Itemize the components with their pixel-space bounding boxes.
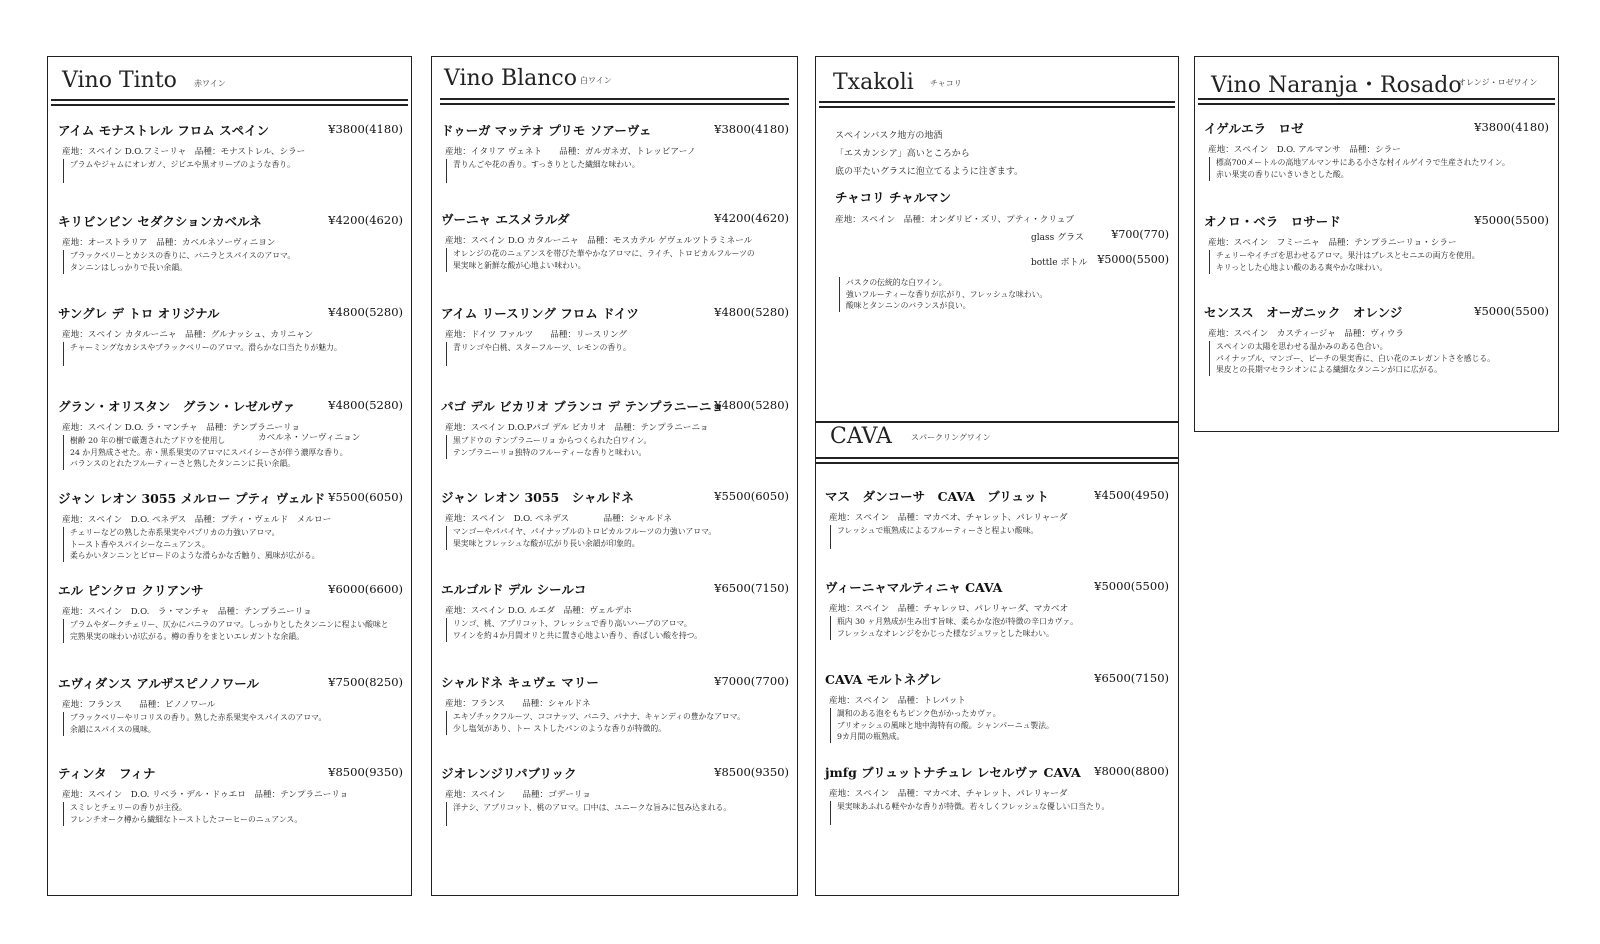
wine-price: ¥4200(4620) [328,213,403,227]
wine-description [446,159,640,183]
wine-price: ¥8500(9350) [328,765,403,779]
vino-tinto-subtitle: 赤ワイン [194,79,226,88]
wine-spec: 産地：オーストラリア 品種：カベルネソーヴィニヨン [62,238,276,248]
wine-description [446,802,731,826]
vino-naranja-rosado-panel [1194,56,1559,432]
vino-tinto-title: Vino Tinto [62,68,177,93]
header-rule [819,101,1175,103]
txakoli-description [839,277,1047,312]
wine-name: CAVA モルトネグレ [825,672,942,687]
wine-name: アイム リースリング フロム ドイツ [441,306,639,321]
header-rule [51,104,408,106]
desc-line: 9カ月間の瓶熟成。 [837,732,905,741]
wine-price: ¥5000(5500) [1474,304,1549,318]
wine-spec: 産地：ドイツ ファルツ 品種：リースリング [445,330,627,340]
wine-name: ジャン レオン 3055 メルロー プティ ヴェルド [58,491,326,506]
desc-line: 標高700メートルの高地アルマンサにある小さな村イルゲイラで生産されたワイン。 [1216,158,1510,167]
bottle-label: bottle ボトル [1031,258,1088,268]
wine-spec: 産地：スペイン D.O. ラ・マンチャ 品種：テンプラニーリョ [62,607,312,617]
wine-description [63,712,326,736]
intro-line: 「エスカンシア」高いところから [835,149,970,159]
vino-blanco-panel [431,56,798,896]
wine-spec-extra: カベルネ・ソーヴィニョン [258,433,361,443]
wine-name: ジオレンジリパブリック [441,766,577,781]
wine-description [446,526,716,550]
desc-line: ブラックベリーとカシスの香りに、バニラとスパイスのアロマ。 [70,251,296,260]
desc-line: チャーミングなカシスやブラックベリーのアロマ。滑らかな口当たりが魅力。 [70,343,342,352]
desc-line: チェリーなどの熟した赤系果実やパプリカの力強いアロマ。 [70,528,280,537]
wine-price: ¥8000(8800) [1094,764,1169,778]
desc-line: 樹齢 20 年の樹で厳選されたブドウを使用し [70,436,226,445]
desc-line: 瓶内 30 ヶ月熟成が生み出す旨味、柔らかな泡が特徴の辛口カヴァ。 [837,617,1078,626]
intro-line: スペインバスク地方の地酒 [835,131,943,141]
desc-line: 余韻にスパイスの風味。 [70,724,156,734]
wine-description [446,435,651,459]
wine-name: イゲルエラ ロゼ [1204,121,1304,136]
vino-tinto-panel [47,56,412,896]
wine-price: ¥6500(7150) [714,581,789,595]
desc-line: パイナップル、マンゴー、ピーチの果実香に、白い花のエレガントさを感じる。 [1216,353,1495,363]
wine-description [63,802,302,826]
desc-line: 柔らかいタンニンとビロードのような滑らかな舌触り、風味が広がる。 [70,551,320,560]
desc-line: スペインの太陽を思わせる温かみのある色合い。 [1216,342,1388,351]
wine-price: ¥7000(7700) [714,674,789,688]
wine-spec: 産地：フランス 品種：ピノノワール [62,700,216,710]
wine-description [1209,250,1480,274]
desc-line: チェリーやイチゴを思わせるアロマ。果汁はブレスとセニエの両方を使用。 [1216,251,1480,260]
desc-line: 強いフルーティーな香りが広がり、フレッシュな味わい。 [846,289,1048,299]
wine-name: ヴィーニャマルティニャ CAVA [825,580,1003,595]
desc-line: オレンジの花のニュアンスを帯びた華やかなアロマに、ライチ、トロピカルフルーツの [453,249,755,258]
desc-line: スミレとチェリーの香りが主役。 [70,803,187,812]
txakoli-cava-panel [815,56,1179,896]
wine-name: ヴーニャ エスメラルダ [441,212,570,227]
wine-description [830,616,1078,640]
wine-spec: 産地：スペイン カタルーニャ 品種：グルナッシュ、カリニャン [62,330,314,340]
desc-line: リンゴ、桃、アプリコット、フレッシュで香り高いハーブのアロマ。 [453,619,692,628]
wine-price: ¥3800(4180) [1474,120,1549,134]
desc-line: 洋ナシ、アプリコット、桃のアロマ。口中は、ユニークな旨みに包み込まれる。 [453,803,732,812]
wine-description [63,619,389,643]
desc-line: 調和のある泡をもちピンク色がかったカヴァ。 [837,709,1001,718]
header-rule [440,98,789,100]
wine-spec: 産地：スペイン D.O.フミーリャ 品種：モナストレル、シラー [62,147,306,157]
wine-description [446,248,755,272]
wine-spec: 産地：スペイン フミーニャ 品種：テンプラニーリョ・シラー [1208,238,1457,248]
wine-description [830,801,1109,825]
desc-line: ワインを約４か月間オリと共に置き心地よい香り、香ばしい酸を持つ。 [453,630,702,640]
wine-price: ¥7500(8250) [328,675,403,689]
wine-name: マス ダンコーサ CAVA ブリュット [825,489,1049,504]
wine-description [830,525,1038,549]
wine-spec: 産地：フランス 品種：シャルドネ [445,699,591,709]
cava-subtitle: スパークリングワイン [911,433,991,442]
wine-price: ¥5500(6050) [328,490,403,504]
wine-spec: 産地：スペイン D.O. ペネデス 品種：プティ・ヴェルド メルロー [62,515,332,525]
wine-name: サングレ デ トロ オリジナル [58,306,220,321]
wine-price: ¥6500(7150) [1094,671,1169,685]
wine-description [63,435,348,470]
desc-line: 青りんごや花の香り。すっきりとした繊細な味わい。 [453,160,640,169]
desc-line: 24 か月熟成させた。赤・黒系果実のアロマにスパイシーさが伴う濃厚な香り。 [70,447,348,457]
wine-description [63,342,342,366]
wine-price: ¥8500(9350) [714,765,789,779]
vino-blanco-subtitle: 白ワイン [580,76,612,85]
wine-name: アイム モナストレル フロム スペイン [58,123,270,138]
desc-line: 青リンゴや白桃、スターフルーツ、レモンの香り。 [453,343,631,352]
wine-price: ¥4800(5280) [328,398,403,412]
glass-price: ¥700(770) [1111,228,1169,241]
wine-spec: 産地：スペイン D.O カタルーニャ 品種：モスカテル ゲヴェルツトラミネール [445,236,753,246]
desc-line: プラムやダークチェリー、仄かにバニラのアロマ。しっかりとしたタンニンに程よい酸味と [70,620,389,629]
desc-line: 完熟果実の味わいが広がる。樽の香りをまといエレガントな余韻。 [70,631,304,641]
wine-spec: 産地：スペイン D.O. リベラ・デル・ドゥエロ 品種：テンプラニーリョ [62,790,349,800]
wine-name: エヴィダンス アルザスピノノワール [58,676,259,691]
header-rule [51,99,408,101]
wine-description [446,618,702,642]
desc-line: タンニンはしっかりで長い余韻。 [70,262,187,272]
wine-name: ジャン レオン 3055 シャルドネ [441,490,634,505]
wine-spec: 産地：スペイン D.O. ペネデス 品種：シャルドネ [445,514,672,524]
desc-line: トースト香やスパイシーなニュアンス。 [70,539,210,549]
wine-price: ¥4500(4950) [1094,488,1169,502]
desc-line: フレッシュで瓶熟成によるフルーティーさと程よい酸味。 [837,526,1039,535]
desc-line: 少し塩気があり、トー ストしたパンのような香りが特徴的。 [453,723,666,733]
bottle-price: ¥5000(5500) [1097,253,1169,266]
header-rule [816,462,1178,464]
wine-name: グラン・オリスタン グラン・レゼルヴァ [58,399,296,414]
vino-naranja-rosado-subtitle: オレンジ・ロゼワイン [1458,78,1538,87]
desc-line: マンゴーやパパイヤ、パイナップルのトロピカルフルーツの力強いアロマ。 [453,527,717,536]
wine-price: ¥3800(4180) [328,122,403,136]
txakoli-item-spec: 産地：スペイン 品種：オンダリビ・ズリ、プティ・クリュブ [835,215,1074,225]
wine-price: ¥4800(5280) [328,305,403,319]
desc-line: 果実味あふれる軽やかな香りが特徴。若々しくフレッシュな優しい口当たり。 [837,802,1110,811]
header-rule [440,103,789,105]
wine-spec: 産地：スペイン D.O.Pパゴ デル ビカリオ 品種：テンプラニーニョ [445,423,709,433]
wine-spec: 産地：スペイン D.O. ラ・マンチャ 品種：テンプラニーリョ [62,423,300,433]
desc-line: 黒ブドウの テンプラニーリョ からつくられた白ワイン。 [453,436,652,445]
wine-name: ティンタ フィナ [58,766,156,781]
vino-naranja-rosado-title: Vino Naranja・Rosado [1211,73,1462,98]
desc-line: ブリオッシュの風味と地中海特有の酸。シャンパーニュ製法。 [837,720,1054,730]
desc-line: テンプラニーリョ独特のフルーティーな香りと味わい。 [453,447,647,457]
desc-line: 赤い果実の香りにいきいきとした酸。 [1216,169,1349,179]
wine-spec: 産地：スペイン 品種：チャレッロ、パレリャーダ、マカベオ [829,604,1069,614]
wine-spec: 産地：イタリア ヴェネト 品種：ガルガネガ、トレッビアーノ [445,147,696,157]
wine-name: センスス オーガニック オレンジ [1204,305,1403,320]
wine-price: ¥6000(6600) [328,582,403,596]
section-divider [815,421,1179,423]
wine-name: シャルドネ キュヴェ マリー [441,675,599,690]
wine-price: ¥4200(4620) [714,211,789,225]
txakoli-title: Txakoli [833,70,914,95]
wine-spec: 産地：スペイン カスティージャ 品種：ヴィウラ [1208,329,1404,339]
txakoli-subtitle: チャコリ [930,79,962,88]
wine-name: jmfg ブリュットナチュレ レセルヴァ CAVA [825,765,1081,780]
cava-title: CAVA [830,424,892,449]
wine-description [63,159,295,183]
wine-price: ¥5500(6050) [714,489,789,503]
desc-line: エキゾチックフルーツ、ココナッツ、バニラ、バナナ、キャンディの豊かなアロマ。 [453,712,745,721]
wine-description [63,250,295,274]
wine-description [63,527,320,562]
wine-spec: 産地：スペイン D.O. ルエダ 品種：ヴェルデホ [445,606,632,616]
wine-description [1209,157,1510,181]
wine-price: ¥4800(5280) [714,305,789,319]
wine-spec: 産地：スペイン D.O. アルマンサ 品種：シラー [1208,145,1401,155]
desc-line: フレンチオーク樽から繊細なトーストしたコーヒーのニュアンス。 [70,814,303,824]
wine-name: キリビンビン セダクションカベルネ [58,214,262,229]
header-rule [1198,98,1555,100]
wine-description [830,708,1054,743]
desc-line: バランスのとれたフルーティーさと熟したタンニンに長い余韻。 [70,459,295,468]
desc-line: 果皮との長期マセラシオンによる繊細なタンニンが口に広がる。 [1216,365,1443,374]
desc-line: 果実味と新鮮な酸が心地よい味わい。 [453,260,586,270]
desc-line: プラムやジャムにオレガノ、ジビエや黒オリーブのような香り。 [70,160,295,169]
wine-spec: 産地：スペイン 品種：マカベオ、チャレット、パレリャーダ [829,513,1068,523]
wine-name: エル ピンクロ クリアンサ [58,583,204,598]
wine-price: ¥5000(5500) [1474,213,1549,227]
desc-line: フレッシュなオレンジをかじった様なジュワッとした味わい。 [837,628,1054,638]
desc-line: キリっとした心地よい酸のある爽やかな味わい。 [1216,262,1388,272]
wine-spec: 産地：スペイン 品種：トレパット [829,696,966,706]
wine-description [446,342,631,366]
wine-name: パゴ デル ビカリオ ブランコ デ テンプラニーニョ [441,399,724,414]
desc-line: ブラックベリーやリコリスの香り。熟した赤系果実やスパイスのアロマ。 [70,713,327,722]
desc-line: 果実味とフレッシュな酸が広がり長い余韻が印象的。 [453,538,640,548]
intro-line: 底の平たいグラスに泡立てるように注ぎます。 [835,167,1024,177]
header-rule [1198,103,1555,105]
txakoli-item-name: チャコリ チャルマン [835,190,952,205]
desc-line: バスクの伝統的な白ワイン。 [846,278,947,287]
glass-label: glass グラス [1031,233,1084,243]
wine-description [446,711,745,735]
wine-name: ドゥーガ マッテオ プリモ ソアーヴェ [441,123,652,138]
wine-description [1209,341,1495,376]
header-rule [816,457,1178,459]
wine-name: エルゴルド デル シールコ [441,582,587,597]
desc-line: 酸味とタンニンのバランスが良い。 [846,301,971,310]
vino-blanco-title: Vino Blanco [444,66,577,91]
wine-price: ¥5000(5500) [1094,579,1169,593]
wine-price: ¥4800(5280) [714,398,789,412]
wine-spec: 産地：スペイン 品種：ゴデーリョ [445,790,591,800]
header-rule [819,106,1175,108]
wine-name: オノロ・ベラ ロサード [1204,214,1341,229]
wine-price: ¥3800(4180) [714,122,789,136]
txakoli-intro [835,127,1023,181]
wine-spec: 産地：スペイン 品種：マカベオ、チャレット、パレリャーダ [829,789,1068,799]
